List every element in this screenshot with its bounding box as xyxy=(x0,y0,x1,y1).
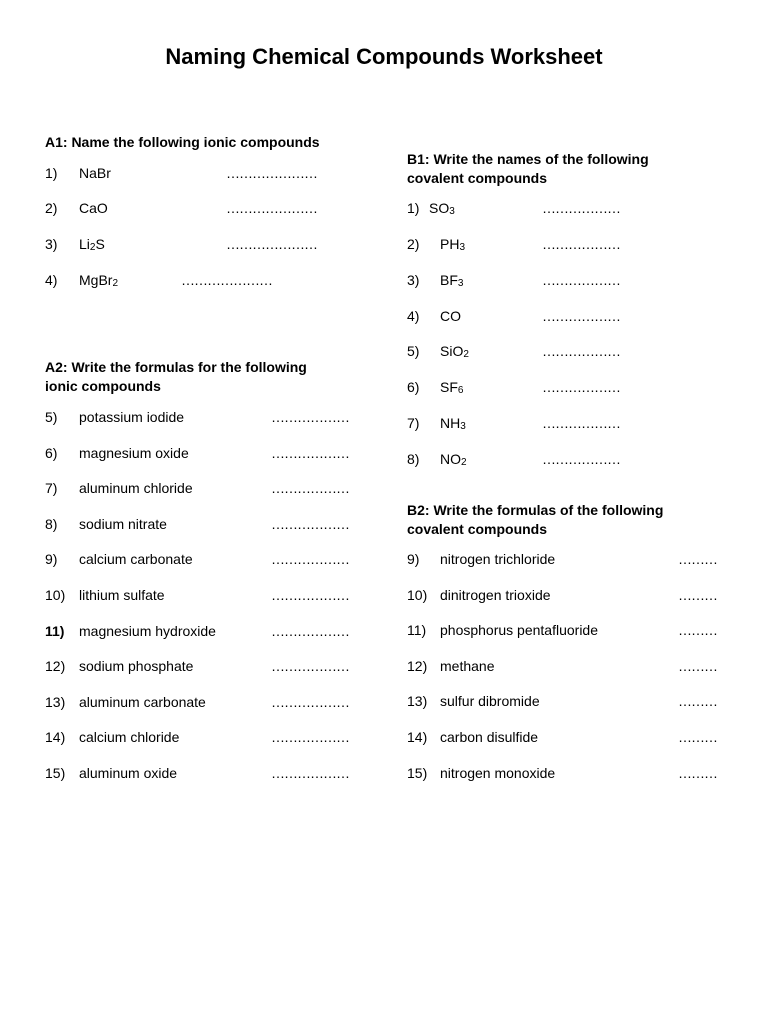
item-number: 5) xyxy=(407,343,420,359)
page-title: Naming Chemical Compounds Worksheet xyxy=(165,44,603,69)
section-b2-heading: B2: Write the formulas of the following covalent compounds xyxy=(407,502,664,537)
answer-blank[interactable]: ……………… xyxy=(542,200,620,216)
item-number: 2) xyxy=(45,200,58,216)
item-number: 9) xyxy=(45,551,58,567)
item-number: 8) xyxy=(407,451,420,467)
compound-name: dinitrogen trioxide xyxy=(440,587,551,603)
compound-name: methane xyxy=(440,658,495,674)
item-number: 7) xyxy=(407,415,420,431)
answer-blank[interactable]: ………………… xyxy=(226,200,317,216)
compound-name: sodium phosphate xyxy=(79,658,194,674)
compound-name: aluminum oxide xyxy=(79,765,178,781)
compound-name: aluminum carbonate xyxy=(79,694,206,710)
answer-blank[interactable]: ……………… xyxy=(542,236,620,252)
item-number: 5) xyxy=(45,409,58,425)
item-number: 13) xyxy=(407,693,428,709)
compound-name: phosphorus pentafluoride xyxy=(440,622,599,638)
answer-blank[interactable]: ………………… xyxy=(226,236,317,252)
answer-blank[interactable]: ……………… xyxy=(271,765,349,781)
item-number: 12) xyxy=(407,658,428,674)
section-b1-heading: B1: Write the names of the following covalent compounds xyxy=(407,151,649,186)
item-number: 1) xyxy=(45,165,58,181)
compound-name: MgBr$_2$ xyxy=(79,272,119,289)
answer-blank[interactable]: ……………… xyxy=(271,445,349,461)
answer-blank[interactable]: ……………… xyxy=(542,451,620,467)
answer-blank[interactable]: ……… xyxy=(678,729,717,745)
item-number: 3) xyxy=(45,236,58,252)
compound-name: $SO_3$ xyxy=(429,200,455,217)
answer-blank[interactable]: ……………… xyxy=(542,415,620,431)
compound-name: aluminum chloride xyxy=(79,480,193,496)
compound-name: carbon disulfide xyxy=(440,729,539,745)
item-number: 14) xyxy=(45,729,66,745)
compound-name: lithium sulfate xyxy=(79,587,165,603)
answer-blank[interactable]: ……………… xyxy=(271,409,349,425)
answer-blank[interactable]: ……………… xyxy=(271,658,349,674)
item-number: 10) xyxy=(407,587,428,603)
item-number: 4) xyxy=(407,308,420,324)
section-a2-heading: A2: Write the formulas for the following ionic compounds xyxy=(45,359,307,394)
item-number: 11) xyxy=(407,622,427,638)
item-number: 4) xyxy=(45,272,58,288)
answer-blank[interactable]: ……………… xyxy=(542,343,620,359)
compound-name: sodium nitrate xyxy=(79,516,167,532)
item-number: 11) xyxy=(45,623,65,639)
item-number: 15) xyxy=(407,765,428,781)
item-number: 8) xyxy=(45,516,58,532)
answer-blank[interactable]: ……………… xyxy=(271,729,349,745)
answer-blank[interactable]: ……… xyxy=(678,587,717,603)
item-number: 3) xyxy=(407,272,420,288)
compound-name: nitrogen monoxide xyxy=(440,765,556,781)
answer-blank[interactable]: ……………… xyxy=(271,623,349,639)
item-number: 10) xyxy=(45,587,66,603)
item-number: 6) xyxy=(407,379,420,395)
section-a1-heading: A1: Name the following ionic compounds xyxy=(45,134,320,150)
item-number: 15) xyxy=(45,765,66,781)
compound-name: magnesium hydroxide xyxy=(79,623,216,639)
answer-blank[interactable]: ……………… xyxy=(271,587,349,603)
compound-name: calcium chloride xyxy=(79,729,180,745)
answer-blank[interactable]: ……… xyxy=(678,551,717,567)
item-number: 13) xyxy=(45,694,66,710)
compound-name: calcium carbonate xyxy=(79,551,193,567)
answer-blank[interactable]: ……… xyxy=(678,765,717,781)
compound-name: $BF_3$ xyxy=(440,272,464,289)
answer-blank[interactable]: ……………… xyxy=(271,516,349,532)
answer-blank[interactable]: ……………… xyxy=(271,480,349,496)
compound-name: $SF_6$ xyxy=(440,379,464,396)
compound-name: $NH_3$ xyxy=(440,415,466,432)
answer-blank[interactable]: ……… xyxy=(678,622,717,638)
answer-blank[interactable]: ……………… xyxy=(271,551,349,567)
answer-blank[interactable]: ……………… xyxy=(271,694,349,710)
item-number: 12) xyxy=(45,658,66,674)
compound-name: $PH_3$ xyxy=(440,236,466,253)
compound-name: $Li_2S$ xyxy=(79,236,105,253)
compound-name: $NO_2$ xyxy=(440,451,467,468)
compound-name: sulfur dibromide xyxy=(440,693,540,709)
answer-blank[interactable]: ……… xyxy=(678,693,717,709)
compound-name: magnesium oxide xyxy=(79,445,189,461)
compound-name: CO xyxy=(440,308,461,324)
item-number: 14) xyxy=(407,729,428,745)
item-number: 2) xyxy=(407,236,420,252)
answer-blank[interactable]: ……… xyxy=(678,658,717,674)
item-number: 7) xyxy=(45,480,58,496)
item-number: 6) xyxy=(45,445,58,461)
answer-blank[interactable]: ……………… xyxy=(542,272,620,288)
compound-name: NaBr xyxy=(79,165,111,181)
answer-blank[interactable]: ………………… xyxy=(181,272,272,288)
item-number: 1) xyxy=(407,200,420,216)
answer-blank[interactable]: ……………… xyxy=(542,379,620,395)
compound-name: potassium iodide xyxy=(79,409,185,425)
compound-name: CaO xyxy=(79,200,108,216)
item-number: 9) xyxy=(407,551,420,567)
answer-blank[interactable]: ……………… xyxy=(542,308,620,324)
compound-name: nitrogen trichloride xyxy=(440,551,556,567)
answer-blank[interactable]: ………………… xyxy=(226,165,317,181)
compound-name: SiO$_2$ xyxy=(440,343,469,360)
